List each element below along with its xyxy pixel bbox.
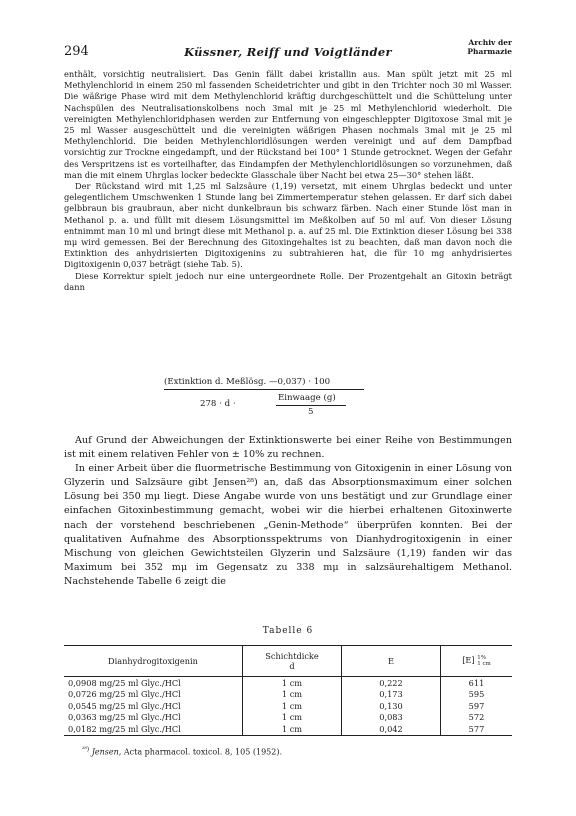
fraction-bar [164,389,364,390]
column-header-line: Schichtdicke [265,651,319,661]
footnote-author: Jensen, [91,747,122,757]
table-cell: 0,0545 mg/25 ml Glyc./HCl [68,700,181,711]
footnote-text: Acta pharmacol. toxicol. 8, 105 (1952). [123,747,283,757]
paragraph: Der Rückstand wird mit 1,25 ml Salzsäure (1,19) versetzt, mit einem Uhrglas bedeckt und unter gelegentlichem Umschwenken 1 Stunde lang bei Zimmertemperatur stehen gelassen. Er darf sich dabei gelbbraun bis graubraun, aber nicht dunkelbraun bis schwarz färben. Nach einer Stunde löst man in Methanol p. a. und füllt mit diesem Lösungsmittel im Meßkolben auf 50 ml auf. Von dieser Lösung entnimmt man 10 ml und bringt diese mit Methanol p. a. auf 25 ml. Die Extinktion dieser Lösung bei 338 mμ wird gemessen. Bei der Berechnung des Gitoxingehaltes ist zu beachten, daß man davon noch die Extinktion des anhydrisierten Digitoxigenins zu subtrahieren hat, die für 10 mg anhydrisiertes Digitoxigenin 0,037 beträgt (siehe Tab. 5). [64,181,512,270]
table-cell: 595 [441,689,513,701]
column-header: Dianhydrogitoxigenin [64,646,243,677]
table-cell: 1 cm [243,689,342,701]
formula-denominator: 278 · d · [200,399,236,409]
table-row [64,723,512,735]
column-header-line: d [289,661,295,671]
absorption-table [64,645,512,736]
table-row [64,700,512,712]
column-header-subscript: 1 cm [477,661,491,667]
footnote-marker: ²⁸) [82,746,90,753]
inner-fraction-bar [276,405,346,406]
method-text [64,69,512,293]
column-header-symbol: [E] [462,655,475,665]
table-cell: 0,0182 mg/25 ml Glyc./HCl [64,723,243,735]
table-cell: 0,173 [342,689,441,701]
table-row [64,712,512,724]
column-header [441,646,513,677]
page-number: 294 [64,44,89,59]
table-cell: 0,0908 mg/25 ml Glyc./HCl [68,677,181,688]
formula-inner-numerator: Einwaage (g) [278,393,336,403]
paragraph: enthält, vorsichtig neutralisiert. Das Genin fällt dabei kristallin aus. Man spült jetzt mit 25 ml Methylenchlorid in einem 250 ml fassenden Scheidetrichter und gibt in den Trichter noch 30 ml Wasser. Die wäßrige Phase wird mit dem Methylenchlorid kräftig durchgeschüttelt und die Schüttelung unter Nachspülen des Neutralisationskolbens noch 3mal mit je 25 ml Methylenchlorid wiederholt. Die vereinigten Methylenchloridphasen werden zur Entfernung von eingeschleppter Digitoxose 3mal mit je 25 ml Wasser ausgeschüttelt und die vereinigten wäßrigen Phasen nochmals 3mal mit je 25 ml Methylenchlorid. Die beiden Methylenchloridlösungen werden vereinigt und auf dem Dampfbad vorsichtig zur Trockne eingedampft, und der Rückstand bei 100° 1 Stunde getrocknet. Wegen der Gefahr des Verspritzens ist es vorteilhafter, das Eindampfen der Methylenchloridlösungen so vorzunehmen, daß man die mit einem Uhrglas locker bedeckte Glasschale über Nacht bei etwa 25—30° stehen läßt. [64,69,512,180]
running-title: Küssner, Reiff und Voigtländer [184,45,392,59]
table-cell: 0,222 [342,677,441,689]
table-cell: 611 [441,677,513,689]
table-cell: 1 cm [243,723,342,735]
column-header [243,646,342,677]
results-text [64,434,512,589]
table-row [64,689,512,701]
table-cell: 0,042 [342,723,441,735]
table-cell: 0,0363 mg/25 ml Glyc./HCl [68,712,181,723]
table-cell: 0,0726 mg/25 ml Glyc./HCl [68,689,181,700]
journal-line: Pharmazie [467,47,512,56]
paragraph: Auf Grund der Abweichungen der Extinktionswerte bei einer Reihe von Bestimmungen ist mit einem relativen Fehler von ± 10% zu rechnen. [64,435,512,461]
paragraph: In einer Arbeit über die fluormetrische Bestimmung von Gitoxigenin in einer Lösung von Glyzerin und Salzsäure gibt Jensen²⁸) an, daß das Absorptionsmaximum einer solchen Lösung bei 350 mμ liegt. Diese Angabe wurde von uns bestätigt und zur Grundlage einer einfachen Gitoxinbestimmung gemacht, wobei wir die hierbei erhaltenen Gitoxinwerte nach der vorstehend beschriebenen „Genin-Methode“ überprüfen konnten. Bei der qualitativen Aufnahme des Absorptionsspektrums von Dianhydrogitoxigenin in einer Mischung von gleichen Gewichtsteilen Glyzerin und Salzsäure (1,19) fanden wir das Maximum bei 352 mμ im Gegensatz zu 338 mμ in salzsäurehaltigem Methanol. Nachstehende Tabelle 6 zeigt die [64,463,512,587]
table-cell: 572 [441,712,513,724]
journal-line: Archiv der [468,38,512,47]
column-header: E [342,646,441,677]
formula-numerator: (Extinktion d. Meßlösg. —0,037) · 100 [164,377,331,387]
table-row [64,677,512,689]
table-cell: 577 [441,723,513,735]
table-header-row [64,646,512,677]
footnote [82,746,282,757]
table-cell: 0,083 [342,712,441,724]
table-cell: 0,130 [342,700,441,712]
table-cell: 1 cm [243,700,342,712]
table-cell: 1 cm [243,712,342,724]
table-cell: 1 cm [243,677,342,689]
journal-name [467,38,512,56]
page-header [64,38,512,60]
paragraph: Diese Korrektur spielt jedoch nur eine untergeordnete Rolle. Der Prozentgehalt an Gitoxin beträgt dann [64,270,512,292]
table-cell: 597 [441,700,513,712]
column-header-superscript: 1% [477,655,486,661]
table-caption: Tabelle 6 [262,626,314,636]
formula-inner-denominator: 5 [308,407,314,417]
